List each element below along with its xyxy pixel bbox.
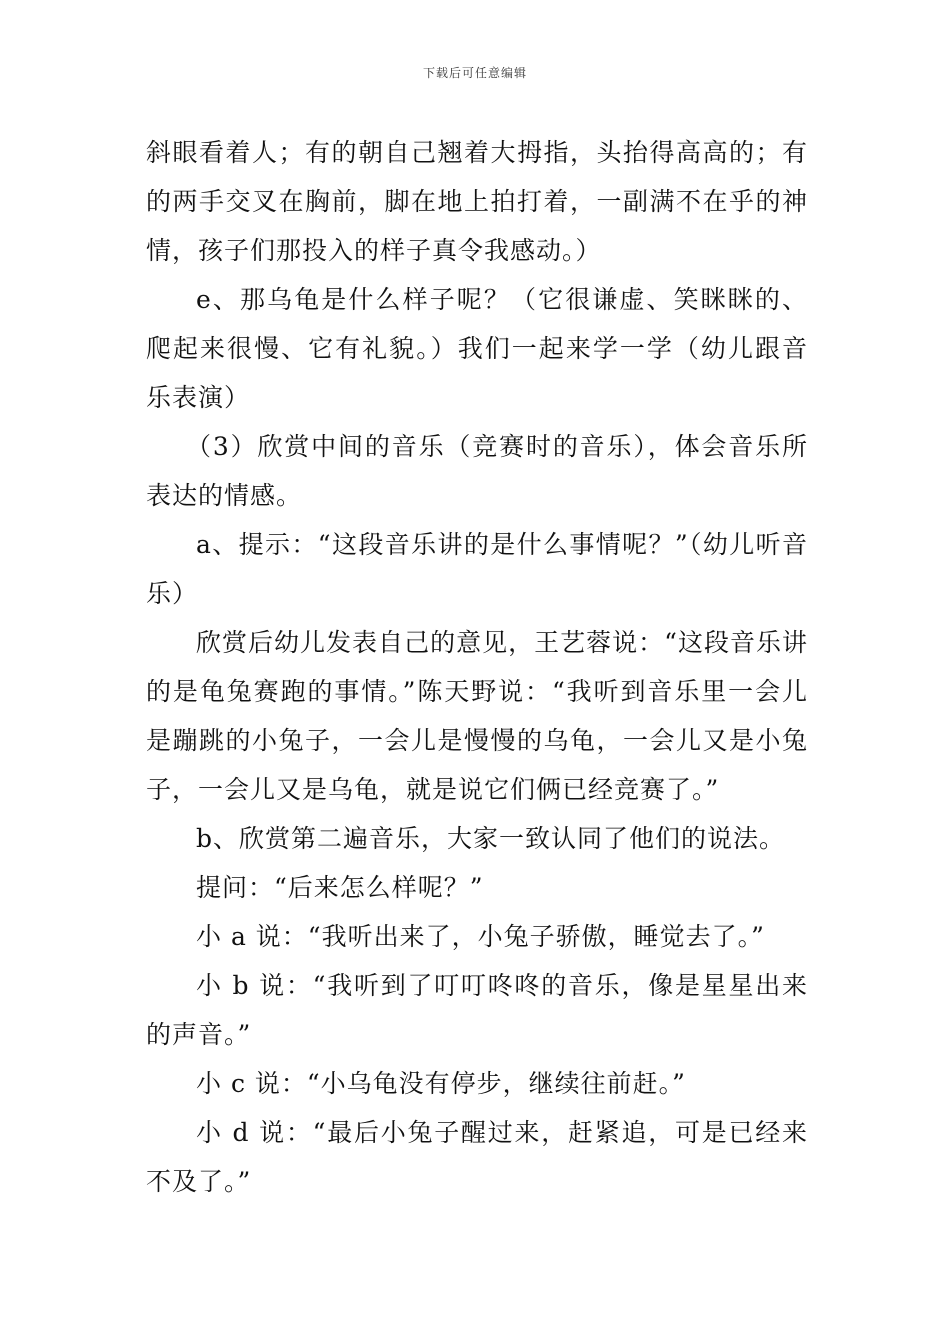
paragraph-tortoise-question: e、那乌龟是什么样子呢？（它很谦虚、笑眯眯的、爬起来很慢、它有礼貌。）我们一起来学一学（幼儿跟音乐表演） (146, 285, 808, 412)
paragraph-step-3: （3）欣赏中间的音乐（竞赛时的音乐），体会音乐所表达的情感。 (146, 432, 808, 510)
paragraph-question: 提问：“后来怎么样呢？” (196, 873, 484, 902)
paragraph-child-d: 小 d 说：“最后小兔子醒过来，赶紧追，可是已经来不及了。” (146, 1118, 808, 1196)
paragraph-child-b: 小 b 说：“我听到了叮叮咚咚的音乐，像是星星出来的声音。” (146, 971, 808, 1049)
document-body (146, 128, 808, 1206)
paragraph-prompt-a: a、提示：“这段音乐讲的是什么事情呢？”（幼儿听音乐） (146, 530, 808, 608)
paragraph-step-b: b、欣赏第二遍音乐，大家一致认同了他们的说法。 (196, 824, 786, 853)
paragraph-child-a: 小 a 说：“我听出来了，小兔子骄傲，睡觉去了。” (196, 922, 765, 951)
paragraph-children-opinions: 欣赏后幼儿发表自己的意见，王艺蓉说：“这段音乐讲的是龟兔赛跑的事情。”陈天野说：“我听到音乐里一会儿是蹦跳的小兔子，一会儿是慢慢的乌龟，一会儿又是小兔子，一会儿又是乌龟，就是说它们俩已经竞赛了。” (146, 628, 808, 804)
paragraph-child-c: 小 c 说：“小乌龟没有停步，继续往前赶。” (196, 1069, 686, 1098)
page-header: 下载后可任意编辑 (422, 66, 527, 80)
paragraph-continuation: 斜眼看着人；有的朝自己翘着大拇指，头抬得高高的；有的两手交叉在胸前，脚在地上拍打着，一副满不在乎的神情，孩子们那投入的样子真令我感动。） (146, 138, 808, 265)
